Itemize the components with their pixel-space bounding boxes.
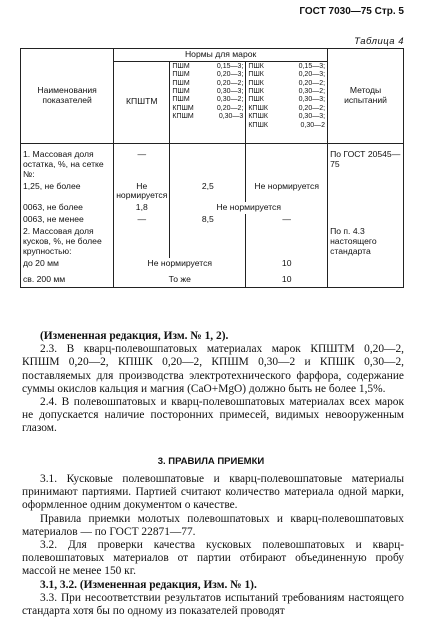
grade-line [172,105,243,113]
grade-code: КПШМ [172,113,194,121]
cell: — [114,143,170,180]
grade-code: ПШК [248,88,264,96]
paragraph-2-4: 2.4. В полевошпатовых и кварц-полевошпатовых материалах всех марок не допускается наличие посторонних примесей, видимых невооруженным глазом. [22,396,404,435]
cell: Не нормируется [114,258,246,270]
section-title: 3. ПРАВИЛА ПРИЕМКИ [157,456,265,467]
grade-line [248,88,325,96]
text-block-1 [22,330,404,436]
cell: 2,5 [170,181,246,203]
grade-line [172,113,243,121]
cell: 1,8 [114,202,170,214]
grade-code: ПШМ [172,96,190,104]
paragraph-3-1: 3.1. Кусковые полевошпатовые и кварц-полевошпатовые материалы принимают партиями. Партией считают количество материала одной марки, оформленное одним документом о качестве. [22,473,404,512]
grade-code: ПШМ [172,79,190,87]
paragraph-rules: Правила приемки молотых полевошпатовых и кварц-полевошпатовых материалов — по ГОСТ 22871—77. [22,512,404,538]
row-name: 0063, не менее [21,214,114,226]
text-block-2 [22,473,404,618]
cell: — [246,214,328,226]
row-name: 2. Массовая доля кусков, %, не более крупностью: [21,226,114,258]
grade-value: 0,15—3; [216,62,244,70]
row-name: 1,25, не более [21,181,114,203]
row-name: св. 200 мм [21,270,114,288]
grade-code: ПШК [248,62,264,70]
cell: То же [114,270,246,288]
grade-code: КПШМ [172,104,194,112]
grade-line [248,71,325,79]
table-caption: Таблица 4 [354,36,404,47]
col-header-name: Наименования показателей [21,49,114,144]
grade-value: 0,20—3; [298,71,326,79]
grade-value: 0,30—2; [216,96,244,104]
grade-line [248,96,325,104]
cell: 10 [246,270,328,288]
grade-code: ПШК [248,79,264,87]
col-header-norms: Нормы для марок [114,49,328,62]
grade-value: 0,30—2 [300,121,326,129]
cell: — [114,214,170,226]
method-cell: По ГОСТ 20545—75 [328,143,404,180]
cell: Не нормируется [114,181,170,203]
grade-code: ПШМ [172,71,190,79]
grade-group-pshk [246,61,328,143]
grade-value: 0,20—2; [298,104,326,112]
col-header-method: Методы испытаний [328,49,404,144]
grade-line [172,63,243,71]
grade-line [248,63,325,71]
cell: Не нормируется [170,202,328,214]
page-header: ГОСТ 7030—75 Стр. 5 [299,6,404,17]
grade-code: ПШМ [172,88,190,96]
grade-code: КПШК [248,113,268,121]
paragraph-3-3: 3.3. При несоответствии результатов испытаний требованиям настоящего стандарта хотя бы по одному из показателей проводят [22,591,404,618]
grade-code: ПШК [248,96,264,104]
amendment-note-2: 3.1, 3.2. (Измененная редакция, Изм. № 1). [40,578,257,591]
grade-value: 0,20—2; [298,79,326,87]
grade-value: 0,30—3; [298,96,326,104]
grade-code: ПШК [248,71,264,79]
row-name: 1. Массовая доля остатка, %, на сетке №: [21,143,114,180]
grade-value: 0,30—2; [298,88,326,96]
grade-line [248,80,325,88]
grade-value: 0,30—3; [216,88,244,96]
grade-code: КПШК [248,104,268,112]
grade-value: 0,15—3; [298,62,326,70]
grade-value: 0,30—3 [218,113,244,121]
grade-value: 0,20—2; [216,79,244,87]
row-name: до 20 мм [21,258,114,270]
amendment-note: (Измененная редакция, Изм. № 1, 2). [40,330,229,342]
grade-line [248,113,325,121]
grade-group-pshm-list [172,63,243,122]
grade-kpshtm: КПШТМ [114,61,170,143]
grade-line [172,88,243,96]
grade-group-pshk-list [248,63,325,130]
row-name: 0063, не более [21,202,114,214]
grade-value: 0,20—2; [216,104,244,112]
paragraph-2-3: 2.3. В кварц-полевошпатовых материалах марок КПШТМ 0,20—2, КПШМ 0,20—2, КПШК 0,20—2, КПШМ 0,30—2 и КПШК 0,30—2, поставляемых для производства электротехнического фарфора, содержание суммы окислов кальция и магния (CaO+MgO) должно быть не более 1,5%. [22,343,404,395]
norms-table [20,48,404,288]
grade-line [248,105,325,113]
method-cell: По п. 4.3 настоящего стандарта [328,226,404,258]
cell: 10 [246,258,328,270]
paragraph-3-2: 3.2. Для проверки качества кусковых полевошпатовых и кварц-полевошпатовых материалов от партии отбирают объединенную пробу массой не менее 150 кг. [22,539,404,578]
grade-line [172,71,243,79]
grade-value: 0,30—3; [298,113,326,121]
grade-code: КПШК [248,121,268,129]
grade-line [172,96,243,104]
grade-value: 0,20—3; [216,71,244,79]
grade-group-pshm [170,61,246,143]
cell: Не нормируется [246,181,328,203]
grade-line [248,122,325,130]
cell: 8,5 [170,214,246,226]
grade-code: ПШМ [172,62,190,70]
grade-line [172,80,243,88]
